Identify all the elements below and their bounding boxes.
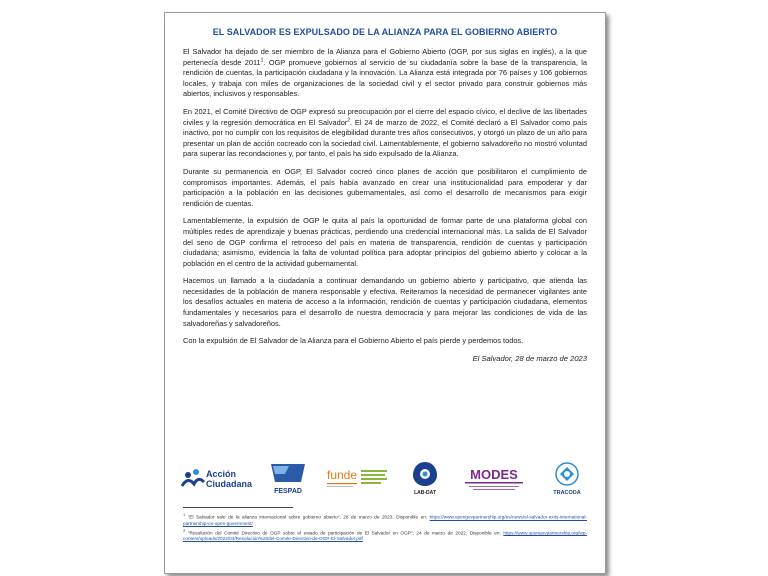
lab-dat-logo xyxy=(407,459,443,499)
paragraph-2-text-a: En 2021, el Comité Directivo de OGP expresó su preocupación por el cierre del espacio cívico, el declive de las libertades civiles y la regresión democrática en El Salvador xyxy=(183,106,587,127)
paragraph-1-text-a: El Salvador ha dejado de ser miembro de la Alianza para el Gobierno Abierto (OGP, por sus siglas en inglés), a la que pertenecía desde 2011 xyxy=(183,47,587,67)
paragraph-6: Con la expulsión de El Salvador de la Alianza para el Gobierno Abierto el país pierde y perdemos todos. xyxy=(183,336,524,346)
lab-dat-text: LAB-DAT xyxy=(414,490,436,496)
footnote-ref-1[interactable]: 1 xyxy=(260,57,264,64)
footnote-2-number: 2 xyxy=(183,527,186,533)
signature-date: El Salvador, 28 de marzo de 2023 xyxy=(472,353,587,363)
tracoda-text: TRACODA xyxy=(553,490,581,496)
tracoda-logo xyxy=(545,459,589,499)
footnote-1-link[interactable]: https://www.opengovpartnership.org/es/news/el-salvador-exits-international-partnership-on-open-government/ xyxy=(183,514,587,526)
footnote-2-text: "Resolución del Comité Directivo de OGP sobre el estado de participación de El Salvador en OGP". 24 de marzo de 2022. Disponible en: xyxy=(187,530,501,536)
footnote-1-number: 1 xyxy=(183,512,186,517)
fespad-text: FESPAD xyxy=(274,488,302,495)
paragraph-3: Durante su permanencia en OGP, El Salvador cocreó cinco planes de acción que posibilitaron el cumplimiento de compromisos importantes. Además, el país había avanzado en crear una institucionalidad para empoderar y dar participación a la población en las decisiones gubernamentales, así como el desarrollo de mecanismos para exigir rendición de cuentas. xyxy=(183,166,587,208)
footnote-ref-2[interactable]: 2 xyxy=(347,117,351,124)
accion-logo-line2: Ciudadana xyxy=(206,479,253,489)
paragraph-2 xyxy=(183,107,587,160)
accion-logo-line1: Acción xyxy=(206,469,237,479)
paragraph-1 xyxy=(183,47,587,100)
accion-ciudadana-icon xyxy=(179,462,257,496)
footnote-1-text: "El Salvador sale de la alianza internacional sobre gobierno abierto". 28 de marzo de 2023. Disponible en: xyxy=(187,514,428,520)
lab-dat-icon xyxy=(407,460,443,498)
document-page xyxy=(164,12,606,574)
paragraph-5: Hacemos un llamado a la ciudadanía a continuar demandando un gobierno abierto y participativo, que atienda las necesidades de la población de manera responsable y efectiva. Reiteramos la necesidad de permanecer vigilantes ante los desafíos actuales en materia de acceso a la información, rendición de cuentas y participación ciudadana, elementos fundamentales y necesarios para el desarrollo de nuestra democracia y para mejorar las condiciones de vida de las salvadoreñas y salvadoreños. xyxy=(183,276,587,328)
modes-text: MODES xyxy=(470,467,518,482)
modes-icon xyxy=(459,461,529,497)
footnote-divider xyxy=(183,507,293,508)
funde-logo xyxy=(325,459,391,499)
funde-text: funde xyxy=(327,468,358,482)
paragraph-2-text-b: . El 24 de marzo de 2022, el Comité declaró a El Salvador como país inactivo, por no cumplir con los requisitos de elegibilidad durante tres años consecutivos, y otorgó un plazo de un año para presentar un plan de acción cocreado con la sociedad civil. Lamentablemente, el gobierno salvadoreño no mostró voluntad para superar las recondaciones y, por tanto, el país ha sido expulsado de la Alianza. xyxy=(183,117,587,159)
funde-icon xyxy=(325,462,391,496)
fespad-logo xyxy=(265,459,311,499)
fespad-icon xyxy=(265,460,311,498)
footnote-1 xyxy=(183,512,587,527)
footnotes xyxy=(183,512,587,543)
footnote-2-link[interactable]: https://www.opengovpartnership.org/wp-content/uploads/2022/03/Resolución%20del-Comite-Directivo-de-OGP-El-Salvador.pdf xyxy=(183,530,587,542)
tracoda-icon xyxy=(545,460,589,498)
document-title: EL SALVADOR ES EXPULSADO DE LA ALIANZA PARA EL GOBIERNO ABIERTO xyxy=(212,27,558,37)
paragraph-4: Lamentablemente, la expulsión de OGP le quita al país la oportunidad de formar parte de una plataforma global con múltiples redes de aprendizaje y buenas prácticas, perdiendo una credencial internacional más. La salida de El Salvador del seno de OGP confirma el retroceso del país en materia de transparencia, rendición de cuentas y participación ciudadana; asimismo, evidencia la falta de voluntad política para adoptar principios del gobierno abierto y colocar a la población en el centro de la actividad gubernamental. xyxy=(183,216,587,268)
accion-ciudadana-logo xyxy=(179,459,257,499)
paragraph-1-text-b: . OGP promueve gobiernos al servicio de su ciudadanía sobre la base de la transparencia, la rendición de cuentas, la participación ciudadana y la innovación. La Alianza está integrada por 76 países y 106 gobiernos locales, y trabaja con miles de organizaciones de la sociedad civil y el sector privado para construir gobiernos más abiertos, inclusivos y responsables. xyxy=(183,57,587,99)
document-body xyxy=(183,27,587,363)
modes-logo xyxy=(459,459,529,499)
footnote-2 xyxy=(183,528,587,543)
partner-logos xyxy=(179,459,591,499)
